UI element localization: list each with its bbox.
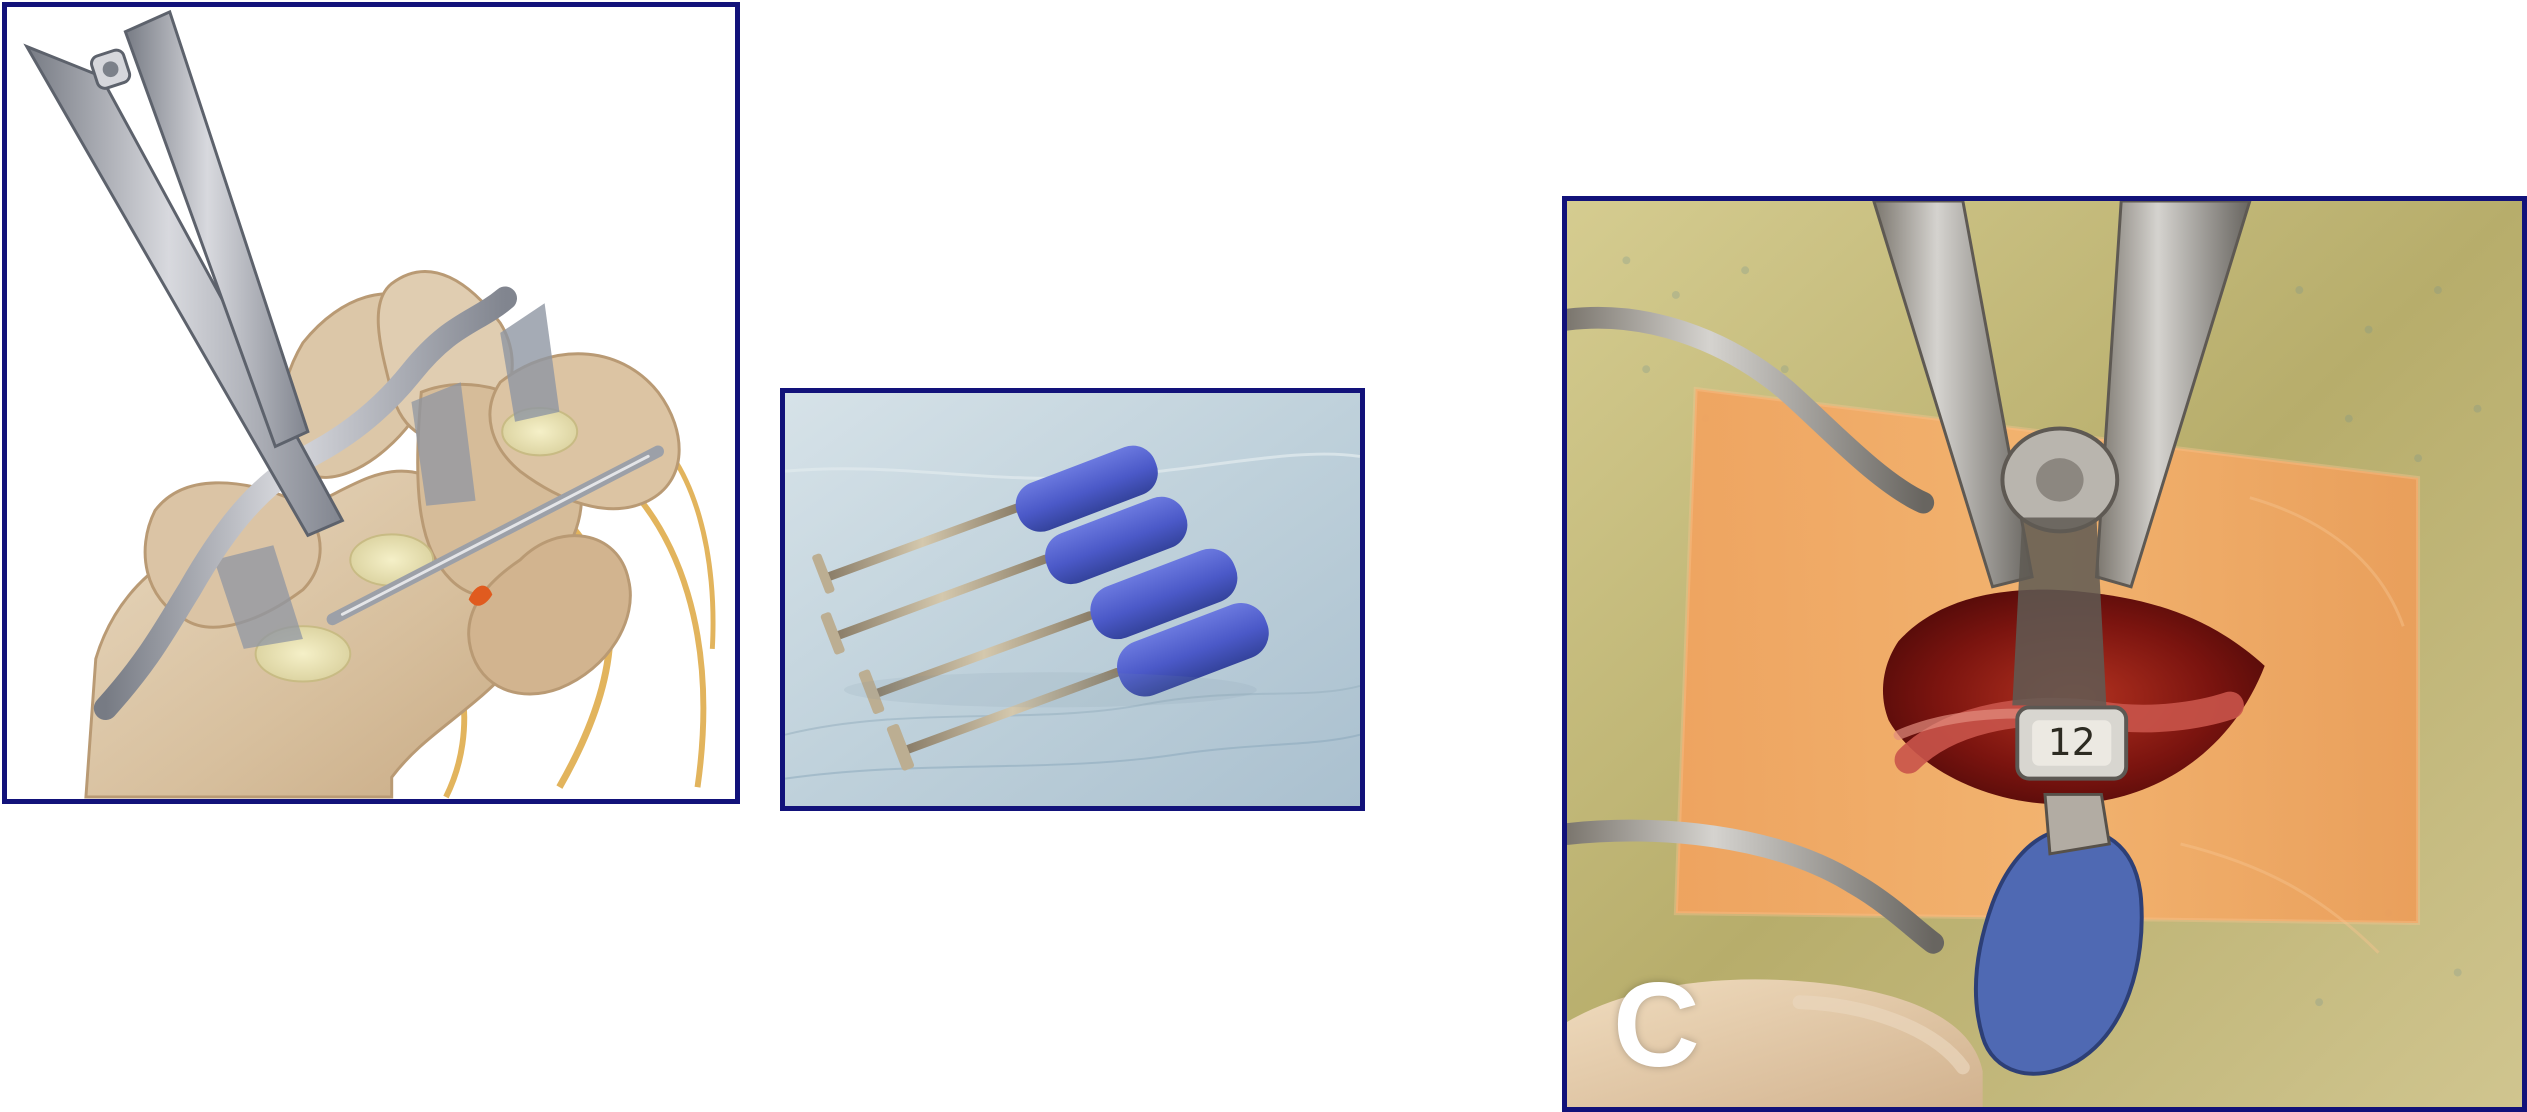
photo-panel-c [1562,196,2527,1112]
sizing-trials-photo [785,393,1360,806]
panel-letter: C [1613,958,1700,1092]
surgical-field-photo [1567,201,2522,1107]
photo-panel-b [780,388,1365,811]
illustration-panel-a [2,2,740,804]
spine-illustration [7,7,735,799]
implant-size-label: 12 [2047,719,2096,764]
